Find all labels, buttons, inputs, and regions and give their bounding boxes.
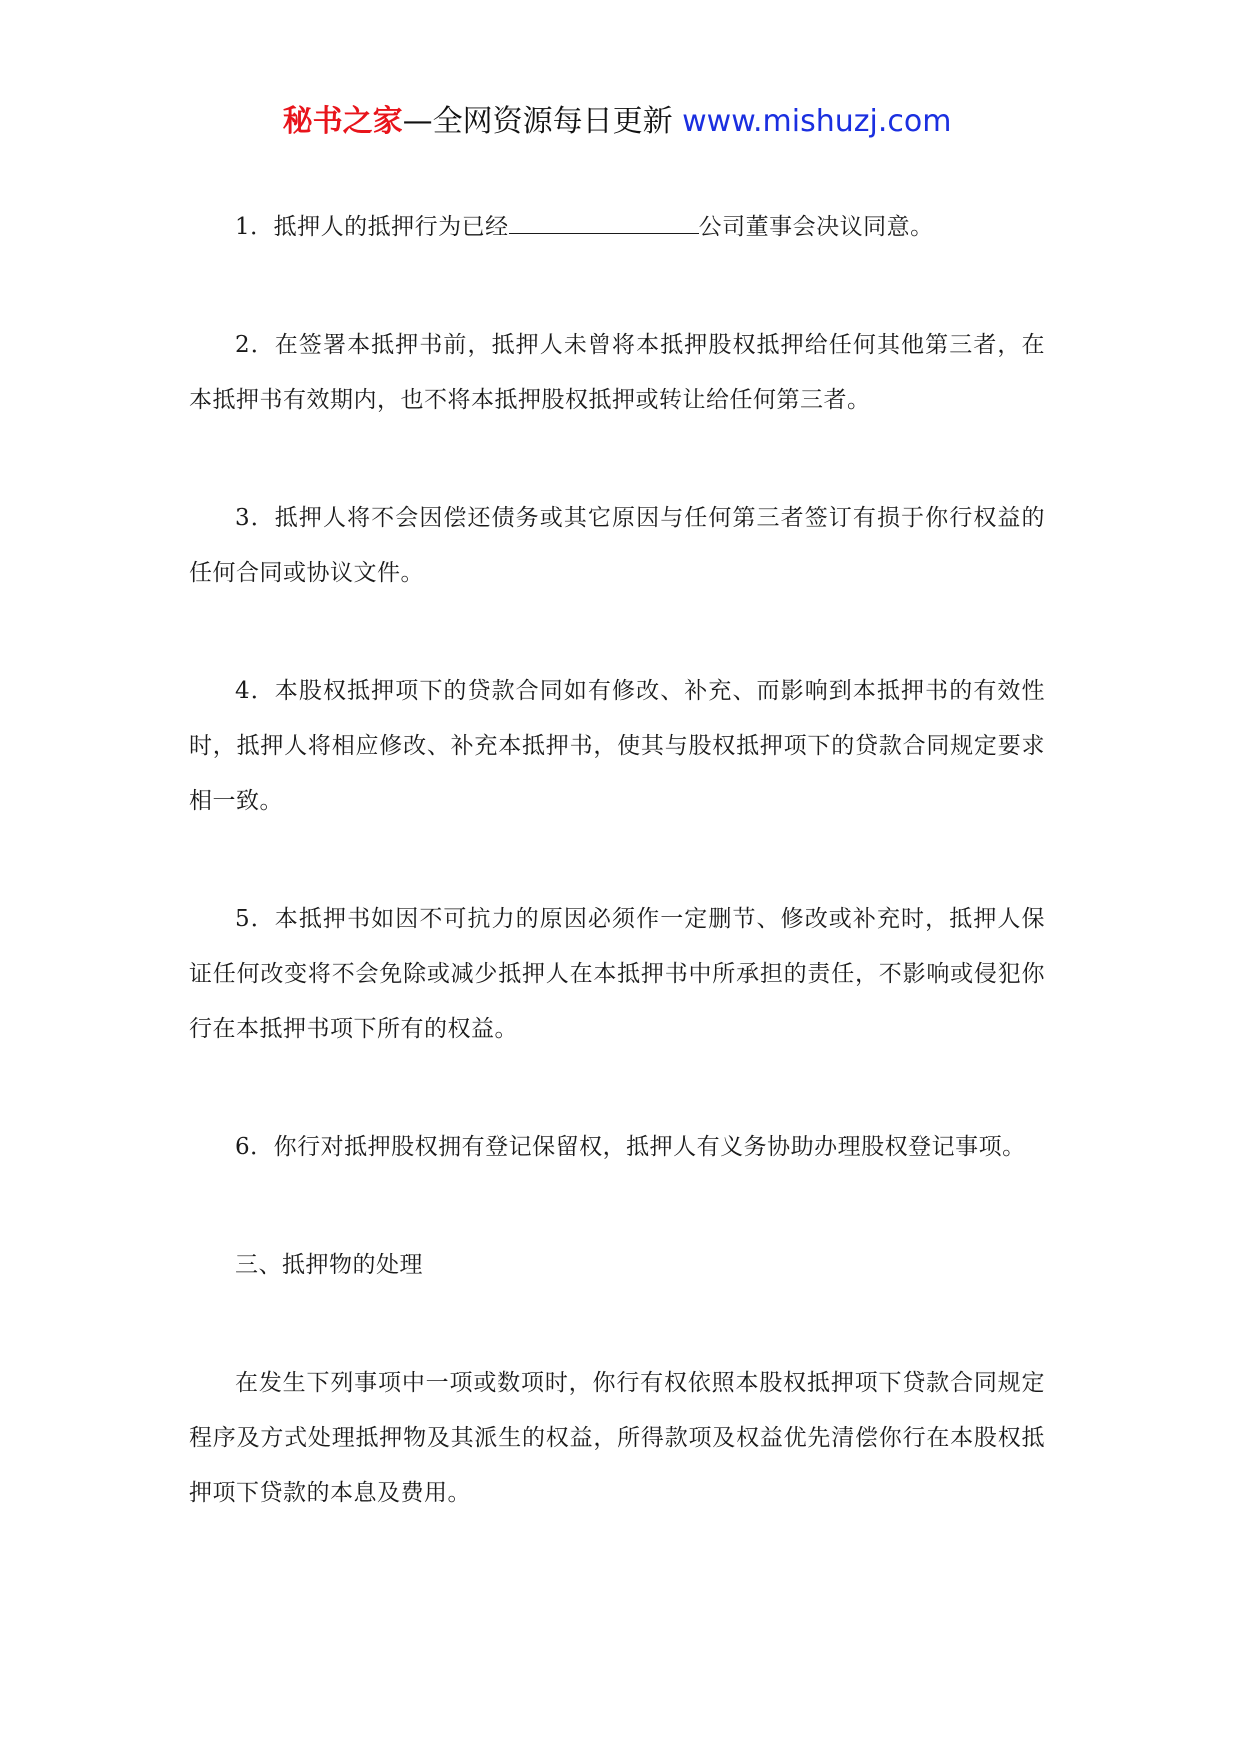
fill-in-blank <box>509 213 699 234</box>
clause-4: 4．本股权抵押项下的贷款合同如有修改、补充、而影响到本抵押书的有效性时，抵押人将相应修改、补充本抵押书，使其与股权抵押项下的贷款合同规定要求相一致。 <box>189 678 1045 814</box>
brand-name: 秘书之家 <box>282 104 403 139</box>
clause-6: 6．你行对抵押股权拥有登记保留权，抵押人有义务协助办理股权登记事项。 <box>235 1134 1026 1160</box>
document-body <box>189 200 1045 1584</box>
website-link[interactable]: www.mishuzj.com <box>682 104 952 139</box>
banner-tagline: —全网资源每日更新 <box>402 104 673 139</box>
clause-2: 2．在签署本抵押书前，抵押人未曾将本抵押股权抵押给任何其他第三者，在本抵押书有效期内，也不将本抵押股权抵押或转让给任何第三者。 <box>189 332 1045 413</box>
section-paragraph: 在发生下列事项中一项或数项时，你行有权依照本股权抵押项下贷款合同规定程序及方式处理抵押物及其派生的权益，所得款项及权益优先清偿你行在本股权抵押项下贷款的本息及费用。 <box>189 1370 1045 1506</box>
clause-3: 3．抵押人将不会因偿还债务或其它原因与任何第三者签订有损于你行权益的任何合同或协议文件。 <box>189 505 1045 586</box>
clause-1-text-after: 公司董事会决议同意。 <box>698 214 934 240</box>
clause-5: 5．本抵押书如因不可抗力的原因必须作一定删节、修改或补充时，抵押人保证任何改变将不会免除或减少抵押人在本抵押书中所承担的责任，不影响或侵犯你行在本抵押书项下所有的权益。 <box>189 906 1045 1042</box>
site-banner <box>0 100 1234 144</box>
clause-1-text-before: 1．抵押人的抵押行为已经 <box>235 214 509 240</box>
section-heading: 三、抵押物的处理 <box>235 1252 423 1278</box>
clause-1 <box>189 200 1045 255</box>
